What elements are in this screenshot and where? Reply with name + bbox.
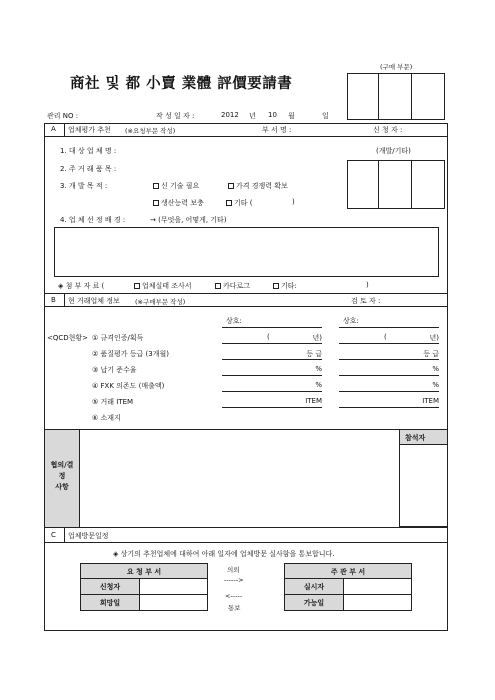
qcd-row-unit-a: ITEM xyxy=(305,397,322,405)
section-c-letter: C xyxy=(51,531,56,539)
qcd-row-label: ⑤ 거래 ITEM xyxy=(92,398,134,406)
qcd-row-unit-a: % xyxy=(315,365,322,373)
qcd-row-unit-b: ITEM xyxy=(422,397,439,405)
request-wish-date-label: 희망일 xyxy=(99,599,121,607)
approval-block xyxy=(347,73,445,120)
attendees-label: 참석자 xyxy=(405,434,426,442)
qcd-row-unit-b: 년) xyxy=(429,334,439,342)
date-year: 2012 xyxy=(221,111,239,119)
qcd-row-unit-a: 년) xyxy=(312,334,322,342)
qcd-row-unit-a: 등 급 xyxy=(306,350,322,358)
discussion-label: 협의/결 정 사항 xyxy=(50,461,74,491)
section-a-title: 업체평가 추천 xyxy=(68,126,111,134)
reviewer-label: 검 토 자 : xyxy=(351,297,381,305)
arrow-left: <----- xyxy=(225,592,243,600)
visit-notice: ◈ 상기의 추천업체에 대하여 아래 일자에 업체방문 실사함을 통보합니다. xyxy=(113,550,335,558)
section-c-title: 업체방문일정 xyxy=(68,532,109,540)
qcd-row-label: ⑥ 소재지 xyxy=(92,414,121,422)
qcd-row-open-b: ( xyxy=(384,333,387,341)
attach-option-survey[interactable]: 업체실태 조사서 xyxy=(134,281,192,291)
qcd-row-label: ④ FXK 의존도 (매출액) xyxy=(92,382,165,390)
purpose-option-capacity[interactable]: 생산능력 보충 xyxy=(153,198,204,208)
qcd-row-unit-b: 등 급 xyxy=(423,350,439,358)
qcd-row-open-a: ( xyxy=(267,333,270,341)
arrow-request-label: 의뢰 xyxy=(227,566,240,574)
background-label: 4. 업 체 선 정 배 경 : xyxy=(60,216,126,224)
date-year-unit: 년 xyxy=(249,112,256,120)
host-executor-label: 실시자 xyxy=(303,583,325,591)
applicant-label: 신 청 자 : xyxy=(373,126,403,134)
purpose-option-new-tech[interactable]: 신 기술 필요 xyxy=(153,181,199,191)
date-label: 작 성 일 자 : xyxy=(156,112,195,120)
approval-header: (구매 부문) xyxy=(380,63,413,71)
qcd-row-unit-b: % xyxy=(432,365,439,373)
date-month: 10 xyxy=(268,111,277,119)
attach-label: ◈ 첨 부 자 료 ( xyxy=(58,282,105,290)
company-label-2: 상호: xyxy=(343,317,359,325)
purpose-option-other-close: ) xyxy=(292,198,295,206)
main-items-label: 2. 주 거 래 품 목 : xyxy=(60,165,117,173)
dept-label: 부 서 명 : xyxy=(262,126,292,134)
target-company-note: (개발/기타) xyxy=(376,147,411,155)
date-day-unit: 일 xyxy=(322,112,329,120)
qcd-row-unit-b: % xyxy=(432,381,439,389)
section-b-note: (※구매부문 작성) xyxy=(135,298,186,306)
section-a-note: (※요청부문 작성) xyxy=(125,127,176,135)
arrow-right: ------> xyxy=(224,576,244,584)
date-month-unit: 월 xyxy=(288,112,295,120)
attach-option-other[interactable]: 기타: xyxy=(273,281,297,291)
purpose-label: 3. 개 발 목 적 : xyxy=(60,182,108,190)
section-a-letter: A xyxy=(51,125,56,133)
background-hint: → (무엇을, 어떻게, 기타) xyxy=(150,216,227,224)
host-available-date-label: 가능일 xyxy=(303,599,325,607)
request-dept-title: 요 청 부 서 xyxy=(126,568,162,576)
host-dept-title: 주 관 부 서 xyxy=(330,568,366,576)
arrow-notify-label: 통보 xyxy=(228,604,241,612)
request-applicant-label: 신청자 xyxy=(99,583,121,591)
company-label-1: 상호: xyxy=(226,317,242,325)
qcd-row-label: ② 품질평가 등급 (3개월) xyxy=(92,350,169,358)
attach-option-catalog[interactable]: 카다로그 xyxy=(215,281,250,291)
target-company-label: 1. 대 상 업 체 명 : xyxy=(60,147,117,155)
mgmt-no-label: 관리 NO : xyxy=(47,112,79,120)
qcd-row-unit-a: % xyxy=(315,381,322,389)
background-textbox[interactable] xyxy=(54,227,439,277)
qcd-row-label: ③ 납기 준수율 xyxy=(92,366,137,374)
section-b-title: 현 거래업체 정보 xyxy=(68,297,120,305)
section-b-letter: B xyxy=(51,296,56,304)
target-sign-block xyxy=(347,160,445,209)
qcd-label: <QCD현황> xyxy=(47,334,89,342)
attach-close: ) xyxy=(366,281,369,289)
purpose-option-price[interactable]: 가격 경쟁력 확보 xyxy=(228,181,288,191)
qcd-row-label: ① 규격인증/획득 xyxy=(92,334,144,342)
document-title: 商社 및 都 小賣 業體 評價要請書 xyxy=(70,75,293,92)
purpose-option-other[interactable]: 기타 ( xyxy=(226,198,252,208)
